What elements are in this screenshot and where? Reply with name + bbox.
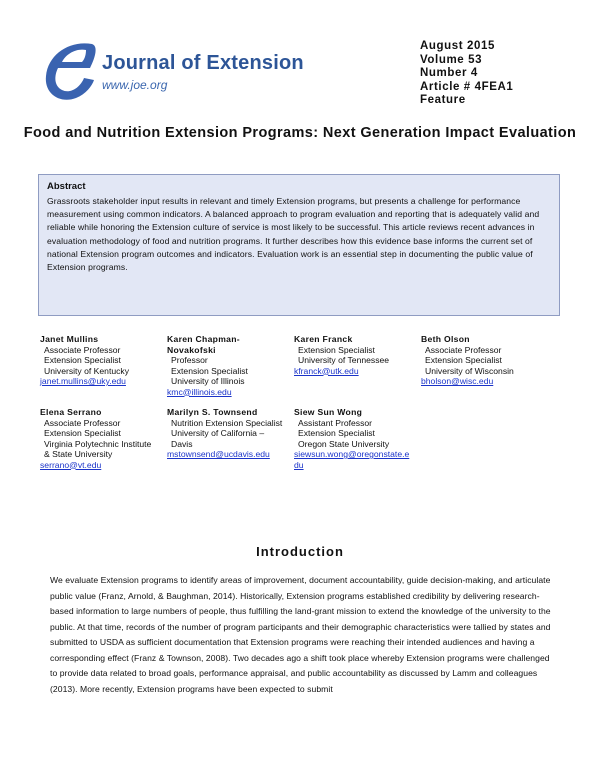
author-affiliation: University of Wisconsin	[425, 365, 514, 376]
author-email-link[interactable]: janet.mullins@uky.edu	[40, 376, 126, 386]
author-name: Elena Serrano	[40, 407, 102, 417]
issue-type: Feature	[420, 94, 466, 106]
author-affiliation: University of Illinois	[171, 376, 245, 386]
article-title: Food and Nutrition Extension Programs: Next Generation Impact Evaluation	[23, 125, 577, 141]
author-affiliation: Oregon State University	[298, 438, 390, 449]
author-email-link[interactable]: mstownsend@ucdavis.edu	[167, 449, 270, 459]
author-email-link[interactable]: kfranck@utk.edu	[294, 365, 359, 376]
author-affiliation: Extension Specialist	[298, 344, 375, 355]
abstract-heading: Abstract	[47, 181, 86, 192]
journal-logo	[40, 38, 340, 108]
author-card	[294, 407, 421, 470]
author-affiliation: Associate Professor	[44, 344, 121, 355]
journal-url: www.joe.org	[102, 78, 168, 92]
journal-e-logo-icon	[40, 38, 100, 108]
author-name: Janet Mullins	[40, 334, 99, 344]
authors-grid	[40, 334, 580, 470]
author-affiliation: Extension Specialist	[44, 355, 121, 365]
author-affiliation: University of Tennessee	[298, 355, 390, 365]
author-email-link[interactable]: bholson@wisc.edu	[421, 376, 494, 386]
author-name: Karen Chapman-Novakofski	[167, 334, 240, 355]
abstract-text: Grassroots stakeholder input results in relevant and timely Extension programs, but presents a challenge for performance measurement using common indicators. A balanced approach to program evaluation and reporting that is adequately valid and reliable while honoring the Extension culture of service is most likely to be successful. This article reviews recent advances in evaluation methodology of food and nutrition programs. It further describes how this evidence base informs the current set of national Extension program outcomes and indicators. Evaluation work is an essential step in documenting the public value of Extension programs.	[47, 196, 540, 273]
issue-date: August 2015	[420, 40, 495, 52]
issue-meta	[420, 40, 513, 108]
author-affiliation: Extension Specialist	[425, 355, 502, 365]
issue-number: Number 4	[420, 67, 478, 79]
author-email-link[interactable]: kmc@illinois.edu	[167, 386, 232, 397]
issue-article: Article # 4FEA1	[420, 80, 514, 93]
author-card	[421, 334, 548, 397]
author-card	[40, 334, 167, 397]
abstract-box	[38, 174, 560, 316]
author-email-link[interactable]: siewsun.wong@oregonstate.edu	[294, 449, 410, 470]
author-name: Karen Franck	[294, 334, 353, 344]
author-affiliation: University of Kentucky	[44, 365, 130, 376]
author-card	[167, 334, 294, 397]
author-card	[167, 407, 294, 470]
author-affiliation: Nutrition Extension Specialist	[171, 417, 283, 428]
author-affiliation: Assistant Professor	[298, 417, 373, 428]
author-affiliation: Virginia Polytechnic Institute & State University	[44, 438, 152, 459]
introduction-text: We evaluate Extension programs to identify areas of improvement, document accountability, guide decision-making, and articulate public value (Franz, Arnold, & Baughman, 2014). Historically, Extension programs established credibility by delivering research-based information to large numbers of people, thus fulfilling the land-grant mission to extend the knowledge of the university to the public. At that time, records of the number of program participants and their demographic characteristics were tallied by states and submitted to USDA as sufficient documentation that Extension programs were reaching their intended audiences and having a corresponding effect (Franz & Townson, 2008). Two decades ago a shift took place whereby Extension programs were challenged to provide data related to broad goals, performance appraisal, and public accountability as discussed by Lamm and colleagues (2013). More recently, Extension programs have been expected to submit	[50, 575, 551, 694]
author-name: Siew Sun Wong	[294, 407, 363, 417]
author-name: Beth Olson	[421, 334, 470, 344]
author-affiliation: Associate Professor	[425, 344, 502, 355]
issue-volume: Volume 53	[420, 53, 483, 66]
author-name: Marilyn S. Townsend	[167, 407, 258, 417]
introduction-heading: Introduction	[256, 544, 344, 559]
author-affiliation: Extension Specialist	[298, 428, 375, 438]
journal-name: Journal of Extension	[102, 52, 304, 74]
author-affiliation: Extension Specialist	[171, 365, 248, 376]
author-affiliation: Extension Specialist	[44, 428, 121, 438]
author-card	[40, 407, 167, 470]
author-affiliation: Professor	[171, 355, 208, 365]
author-email-link[interactable]: serrano@vt.edu	[40, 459, 102, 470]
author-affiliation: University of California – Davis	[171, 428, 265, 449]
author-card	[294, 334, 421, 397]
author-affiliation: Associate Professor	[44, 417, 121, 428]
